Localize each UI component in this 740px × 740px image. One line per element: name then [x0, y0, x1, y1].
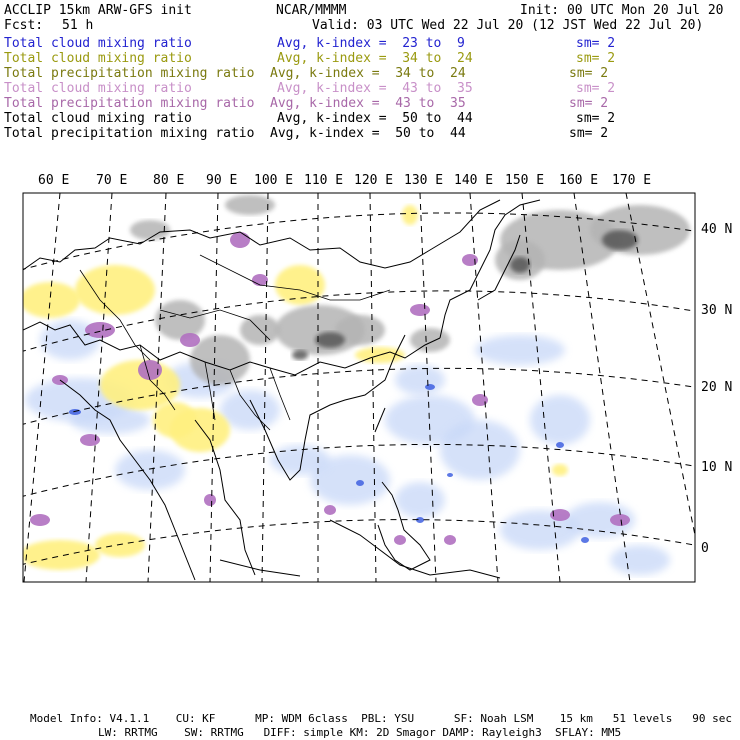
cloud-blob-purple	[610, 514, 630, 526]
field-avg: Avg, k-index = 43 to 35	[277, 81, 473, 96]
field-sm: sm= 2	[569, 66, 609, 81]
field-avg: Avg, k-index = 43 to 35	[270, 96, 466, 111]
cloud-blob-blue	[395, 482, 445, 518]
lat-label: 10 N	[701, 460, 733, 475]
field-avg: Avg, k-index = 23 to 9	[277, 36, 465, 51]
field-sm: sm= 2	[576, 81, 616, 96]
cloud-blob-yellow	[552, 464, 568, 476]
init-time: Init: 00 UTC Mon 20 Jul 20	[520, 3, 724, 18]
cloud-blob-dark	[602, 230, 638, 250]
lat-label: 40 N	[701, 222, 733, 237]
field-name: Total cloud mixing ratio	[4, 111, 192, 126]
cloud-blob-blue	[220, 390, 280, 430]
field-sm: sm= 2	[576, 51, 616, 66]
cloud-blob-dark	[315, 332, 345, 348]
cloud-blob-purple	[410, 304, 430, 316]
cloud-blob-deep-blue	[556, 442, 564, 448]
cloud-blob-yellow	[402, 205, 418, 225]
cloud-blob-dark	[510, 257, 530, 273]
cloud-blob-deep-blue	[425, 384, 435, 390]
lon-label: 100 E	[254, 173, 294, 188]
field-name: Total cloud mixing ratio	[4, 36, 192, 51]
cloud-blob-gray	[155, 300, 205, 340]
field-sm: sm= 2	[576, 111, 616, 126]
field-sm: sm= 2	[569, 126, 609, 141]
cloud-blob-purple	[30, 514, 50, 526]
cloud-blob-gray	[590, 205, 690, 255]
cloud-blob-yellow	[20, 540, 100, 570]
cloud-blob-deep-blue	[581, 537, 589, 543]
field-avg: Avg, k-index = 34 to 24	[270, 66, 466, 81]
lon-label: 90 E	[206, 173, 238, 188]
model-info-line2: LW: RRTMG SW: RRTMG DIFF: simple KM: 2D Smagor DAMP: Rayleigh3 SFLAY: MM5	[98, 726, 622, 739]
cloud-blob-deep-blue	[447, 473, 453, 477]
cloud-blob-dark	[292, 350, 308, 360]
lon-label: 150 E	[505, 173, 545, 188]
cloud-blob-purple	[324, 505, 336, 515]
field-name: Total cloud mixing ratio	[4, 81, 192, 96]
cloud-blob-blue	[395, 365, 445, 395]
forecast-hour: 51 h	[62, 18, 94, 33]
lon-label: 170 E	[612, 173, 652, 188]
field-name: Total precipitation mixing ratio	[4, 126, 255, 141]
model-title: ACCLIP 15km ARW-GFS init	[4, 3, 192, 18]
valid-time: Valid: 03 UTC Wed 22 Jul 20 (12 JST Wed 22 Jul 20)	[312, 18, 704, 33]
lat-label: 0	[701, 541, 709, 556]
lon-label: 80 E	[153, 173, 185, 188]
cloud-blob-blue	[610, 545, 670, 575]
cloud-blob-purple	[394, 535, 406, 545]
field-sm: sm= 2	[576, 36, 616, 51]
lon-label: 140 E	[454, 173, 494, 188]
organization-label: NCAR/MMMM	[276, 3, 347, 18]
forecast-label: Fcst:	[4, 18, 44, 33]
cloud-blob-blue	[475, 335, 565, 365]
cloud-blob-deep-blue	[356, 480, 364, 486]
field-name: Total cloud mixing ratio	[4, 51, 192, 66]
lon-label: 160 E	[559, 173, 599, 188]
field-avg: Avg, k-index = 50 to 44	[277, 111, 473, 126]
cloud-field	[20, 195, 690, 575]
cloud-blob-yellow	[20, 282, 80, 318]
lon-label: 120 E	[354, 173, 394, 188]
cloud-blob-purple	[204, 494, 216, 506]
field-avg: Avg, k-index = 50 to 44	[270, 126, 466, 141]
lon-label: 110 E	[304, 173, 344, 188]
cloud-blob-blue	[440, 420, 520, 480]
lon-label: 60 E	[38, 173, 70, 188]
lon-label: 70 E	[96, 173, 128, 188]
cloud-blob-gray	[410, 328, 450, 352]
cloud-blob-yellow	[153, 402, 197, 438]
field-name: Total precipitation mixing ratio	[4, 96, 255, 111]
cloud-blob-blue	[530, 395, 590, 445]
lat-label: 30 N	[701, 303, 733, 318]
cloud-blob-blue	[115, 450, 185, 490]
cloud-blob-purple	[230, 232, 250, 248]
field-sm: sm= 2	[569, 96, 609, 111]
cloud-blob-purple	[252, 274, 268, 286]
cloud-blob-yellow	[75, 265, 155, 315]
field-name: Total precipitation mixing ratio	[4, 66, 255, 81]
model-info-line1: Model Info: V4.1.1 CU: KF MP: WDM 6class PBL: YSU SF: Noah LSM 15 km 51 levels 90 sec	[30, 712, 732, 725]
cloud-blob-purple	[85, 322, 115, 338]
cloud-blob-purple	[180, 333, 200, 347]
lon-label: 130 E	[404, 173, 444, 188]
cloud-blob-deep-blue	[69, 409, 81, 415]
cloud-blob-purple	[444, 535, 456, 545]
field-avg: Avg, k-index = 34 to 24	[277, 51, 473, 66]
cloud-blob-purple	[80, 434, 100, 446]
lat-label: 20 N	[701, 380, 733, 395]
